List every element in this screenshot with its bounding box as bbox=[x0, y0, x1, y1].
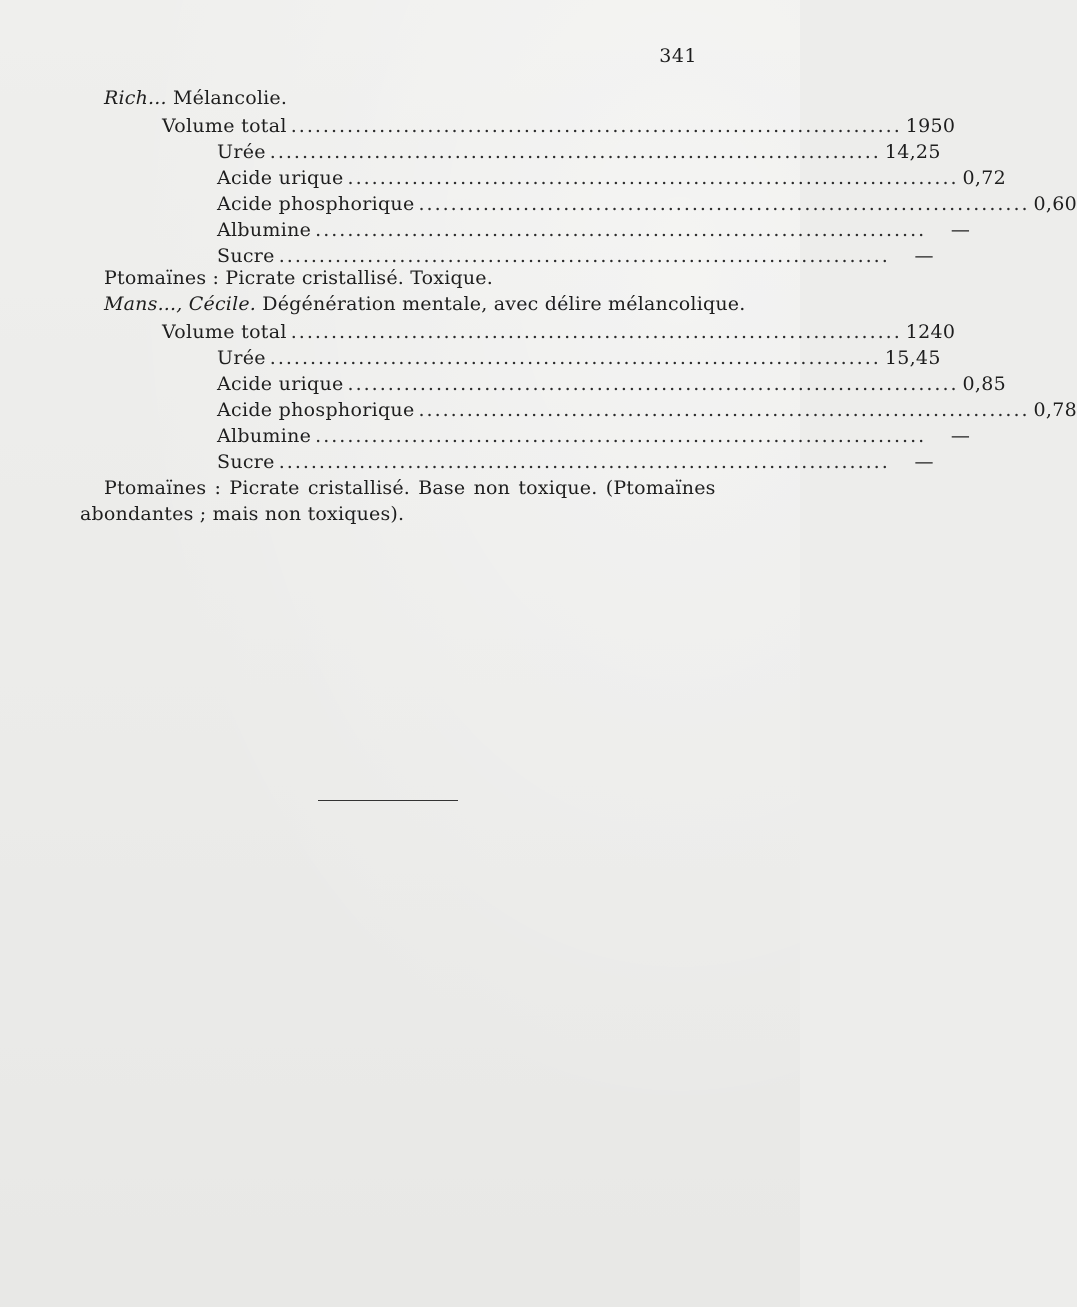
row-label: Sucre bbox=[217, 245, 275, 267]
leader-dots: ............................................................................ bbox=[269, 347, 881, 369]
row-label: Urée bbox=[217, 347, 266, 369]
entry-1-conclusion: Ptomaïnes : Picrate cristallisé. Toxique. bbox=[104, 267, 493, 289]
row-value: 0,60 bbox=[1033, 193, 1077, 215]
entry-1-row-sucre bbox=[217, 244, 934, 268]
leader-dots: ............................................................................ bbox=[290, 321, 902, 343]
row-label: Acide phosphorique bbox=[217, 193, 415, 215]
leader-dots: ............................................................................ bbox=[418, 399, 1030, 421]
row-label: Acide urique bbox=[217, 373, 344, 395]
entry-1-row-albumine bbox=[217, 218, 971, 242]
row-value: 14,25 bbox=[884, 141, 941, 163]
entry-2-conclusion-line-1: Ptomaïnes : Picrate cristallisé. Base non toxique. (Ptomaïnes bbox=[104, 477, 716, 499]
entry-1-row-acide-urique bbox=[217, 166, 1007, 190]
leader-dots: ............................................................................ bbox=[269, 141, 881, 163]
row-label: Albumine bbox=[217, 425, 312, 447]
row-value: 15,45 bbox=[884, 347, 941, 369]
row-value: — bbox=[914, 245, 934, 267]
section-divider-rule bbox=[318, 800, 458, 801]
entry-2-row-albumine bbox=[217, 424, 971, 448]
row-value: — bbox=[950, 425, 971, 447]
total-label: Volume total bbox=[162, 115, 287, 137]
row-label: Sucre bbox=[217, 451, 275, 473]
row-value: — bbox=[950, 219, 971, 241]
entry-1-heading bbox=[104, 86, 287, 110]
row-value: 0,85 bbox=[962, 373, 1007, 395]
row-value: — bbox=[914, 451, 934, 473]
entry-2-row-acide-phosphorique bbox=[217, 398, 1077, 422]
row-label: Urée bbox=[217, 141, 266, 163]
leader-dots: ............................................................................ bbox=[418, 193, 1030, 215]
leader-dots: ............................................................................ bbox=[290, 115, 902, 137]
entry-1-row-uree bbox=[217, 140, 941, 164]
row-label: Acide urique bbox=[217, 167, 344, 189]
row-label: Acide phosphorique bbox=[217, 399, 415, 421]
entry-2-row-sucre bbox=[217, 450, 934, 474]
patient-name: Mans..., Cécile. bbox=[104, 293, 257, 315]
row-value: 0,78 bbox=[1033, 399, 1077, 421]
diagnosis: Dégénération mentale, avec délire mélancolique. bbox=[256, 293, 746, 315]
entry-1-row-acide-phosphorique bbox=[217, 192, 1077, 216]
page-number: 341 bbox=[659, 45, 697, 67]
row-label: Albumine bbox=[217, 219, 312, 241]
leader-dots: ............................................................................ bbox=[315, 425, 927, 447]
entry-2-heading bbox=[104, 292, 745, 316]
leader-dots: ............................................................................ bbox=[315, 219, 927, 241]
leader-dots: ............................................................................ bbox=[347, 167, 959, 189]
leader-dots: ............................................................................ bbox=[278, 451, 890, 473]
leader-dots: ............................................................................ bbox=[347, 373, 959, 395]
entry-2-row-acide-urique bbox=[217, 372, 1007, 396]
entry-1-total-row bbox=[162, 114, 956, 138]
leader-dots: ............................................................................ bbox=[278, 245, 890, 267]
total-label: Volume total bbox=[162, 321, 287, 343]
row-value: 0,72 bbox=[962, 167, 1007, 189]
entry-2-row-uree bbox=[217, 346, 941, 370]
entry-2-conclusion-line-2: abondantes ; mais non toxiques). bbox=[80, 503, 405, 525]
diagnosis: Mélancolie. bbox=[166, 87, 288, 109]
entry-2-total-row bbox=[162, 320, 956, 344]
total-value: 1240 bbox=[905, 321, 956, 343]
total-value: 1950 bbox=[905, 115, 956, 137]
patient-name: Rich... bbox=[104, 87, 167, 109]
